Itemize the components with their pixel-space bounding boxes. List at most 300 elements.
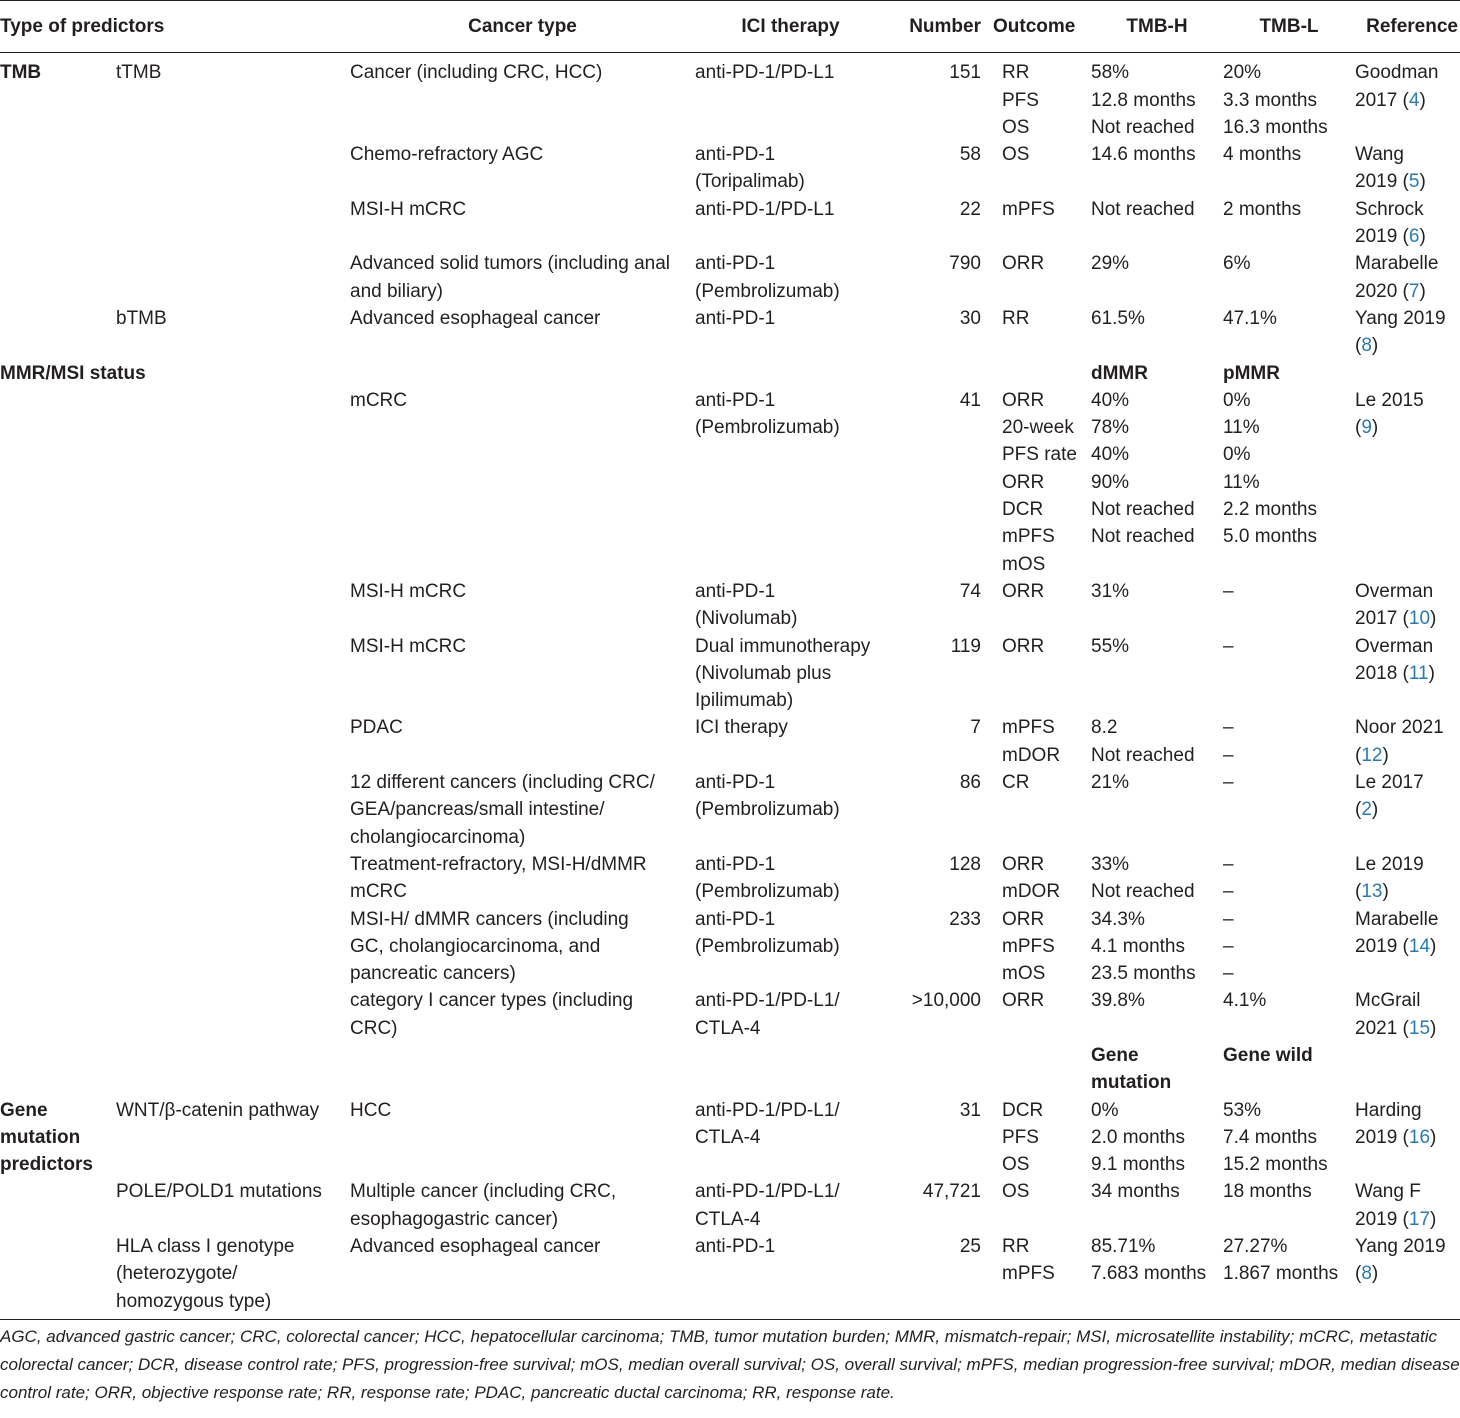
predictor-cell: WNT/β-catenin pathway [116,1099,320,1121]
therapy-line: CTLA-4 [695,1017,761,1039]
outcome-value: mDOR [1002,881,1061,903]
outcome-value: mOS [1002,553,1046,575]
table-row [0,196,1460,251]
reference-cell [1355,53,1460,141]
cancer-type-line: pancreatic cancers) [350,963,516,985]
cancer-type-line: Chemo-refractory AGC [350,144,544,166]
table-row [0,141,1460,196]
outcome-cell [988,1233,1091,1315]
predictor-cell [116,714,350,769]
therapy-cell [695,305,886,360]
predictor-cell [116,851,350,906]
therapy-line: (Pembrolizumab) [695,799,840,821]
table-row [0,387,1460,578]
therapy-line: anti-PD-1/PD-L1 [695,62,835,84]
high-value: 12.8 months [1091,89,1196,111]
outcome-cell [988,714,1091,769]
therapy-cell [695,769,886,851]
high-value: Not reached [1091,744,1195,766]
reference-cell [1355,633,1460,715]
cancer-type-line: MSI-H mCRC [350,198,467,220]
high-value: 4.1 months [1091,935,1185,957]
low-value: 3.3 months [1223,89,1317,111]
reference-number[interactable]: 17 [1408,1208,1431,1230]
reference-year-line: 2019 (17) [1355,1208,1437,1230]
cancer-type-cell [350,769,695,851]
empty-cell [886,1042,988,1097]
reference-number[interactable]: 13 [1361,881,1383,903]
outcome-value: RR [1002,1236,1030,1258]
outcome-value: ORR [1002,253,1045,275]
reference-year: 2019 [1355,1208,1398,1230]
high-value: 39.8% [1091,990,1145,1012]
reference-number[interactable]: 11 [1408,662,1429,684]
low-cell [1223,141,1355,196]
section-label [0,250,116,305]
therapy-line: anti-PD-1/PD-L1/ [695,990,840,1012]
number-cell: 119 [950,635,981,657]
reference-author: Marabelle [1355,253,1439,275]
low-value: – [1223,717,1234,739]
reference-author: Overman [1355,580,1434,602]
section-label [0,714,116,769]
cancer-type-cell [350,1178,695,1233]
high-cell [1091,1233,1223,1315]
therapy-line: anti-PD-1 [695,144,776,166]
therapy-cell [695,987,886,1042]
reference-year-line: 2018 (11) [1355,662,1435,684]
table-row [0,1097,1460,1179]
low-value: – [1223,935,1234,957]
high-cell [1091,53,1223,141]
reference-year: 2017 [1355,89,1398,111]
low-cell [1223,769,1355,851]
table-row [0,851,1460,906]
reference-number[interactable]: 8 [1361,335,1372,357]
high-value: 8.2 [1091,717,1118,739]
reference-year: 2019 [1355,935,1398,957]
reference-number[interactable]: 15 [1408,1017,1431,1039]
low-value: 11% [1223,471,1260,493]
low-cell [1223,387,1355,578]
outcome-value: DCR [1002,499,1044,521]
predictor-cell [116,196,350,251]
cancer-type-cell [350,987,695,1042]
outcome-value: RR [1002,62,1030,84]
cancer-type-cell [350,1233,695,1315]
section-label [0,906,116,988]
number-cell: 22 [959,198,981,220]
cancer-type-line: MSI-H mCRC [350,635,467,657]
high-cell [1091,851,1223,906]
section-label [0,196,116,251]
high-value: 2.0 months [1091,1126,1185,1148]
outcome-value: PFS rate [1002,444,1077,466]
therapy-cell [695,196,886,251]
low-value: – [1223,853,1234,875]
therapy-line: anti-PD-1 [695,307,776,329]
reference-year: 2019 [1355,1126,1398,1148]
high-cell [1091,906,1223,988]
reference-author: Le 2017 [1355,772,1424,794]
reference-cell [1355,769,1460,851]
outcome-value: ORR [1002,471,1045,493]
reference-year-line: (8) [1355,1263,1379,1285]
cancer-type-line: Advanced solid tumors (including anal [350,253,671,275]
low-value: 5.0 months [1223,526,1317,548]
reference-number[interactable]: 2 [1361,799,1372,821]
cancer-type-line: MSI-H mCRC [350,580,467,602]
cancer-type-line: GEA/pancreas/small intestine/ [350,799,605,821]
cancer-type-line: PDAC [350,717,403,739]
therapy-cell [695,1178,886,1233]
number-cell: >10,000 [911,990,981,1012]
number-cell: 58 [959,144,981,166]
table-row [0,53,1460,141]
low-value: – [1223,881,1234,903]
reference-author: Wang F [1355,1181,1421,1203]
cancer-type-cell [350,1097,695,1179]
reference-cell [1355,578,1460,633]
outcome-value: DCR [1002,1099,1044,1121]
low-cell [1223,906,1355,988]
section-label [0,1233,116,1315]
high-value: 85.71% [1091,1236,1156,1258]
reference-cell [1355,851,1460,906]
cancer-type-cell [350,250,695,305]
reference-cell [1355,196,1460,251]
therapy-line: (Pembrolizumab) [695,881,840,903]
high-value: 33% [1091,853,1130,875]
outcome-value: OS [1002,1154,1030,1176]
outcome-value: mPFS [1002,717,1055,739]
reference-cell [1355,1097,1460,1179]
predictor-cell: POLE/POLD1 mutations [116,1181,322,1203]
section-label [0,305,116,360]
low-value: 18 months [1223,1181,1312,1203]
low-value: 47.1% [1223,307,1277,329]
reference-year-line: 2017 (10) [1355,608,1437,630]
outcome-value: mPFS [1002,198,1055,220]
empty-cell [350,1042,695,1097]
low-cell [1223,250,1355,305]
outcome-value: mPFS [1002,526,1055,548]
high-cell [1091,633,1223,715]
high-cell [1091,196,1223,251]
cancer-type-line: Advanced esophageal cancer [350,307,601,329]
high-value: Not reached [1091,881,1195,903]
high-value: 40% [1091,389,1130,411]
high-value: 23.5 months [1091,963,1196,985]
outcome-cell [988,578,1091,633]
cancer-type-cell [350,141,695,196]
high-value: 9.1 months [1091,1154,1185,1176]
table-row [0,714,1460,769]
header-number: Number [886,1,988,53]
high-value: Not reached [1091,116,1195,138]
reference-number[interactable]: 14 [1408,935,1431,957]
outcome-value: mPFS [1002,935,1055,957]
table-row [0,1233,1460,1315]
cancer-type-line: Treatment-refractory, MSI-H/dMMR [350,853,647,875]
high-cell [1091,141,1223,196]
reference-year: 2019 [1355,226,1398,248]
reference-cell [1355,987,1460,1042]
cancer-type-line: GC, cholangiocarcinoma, and [350,935,601,957]
section-label [0,633,116,715]
reference-number[interactable]: 5 [1408,171,1420,193]
therapy-line: anti-PD-1 [695,853,776,875]
high-value: Not reached [1091,526,1195,548]
predictor-cell: HLA class I genotype (heterozygote/ homozygous type) [116,1236,295,1312]
predictor-cell [116,250,350,305]
table-row [0,769,1460,851]
high-value: 34 months [1091,1181,1180,1203]
low-cell [1223,987,1355,1042]
therapy-line: anti-PD-1/PD-L1 [695,198,835,220]
therapy-line: CTLA-4 [695,1126,761,1148]
therapy-cell [695,578,886,633]
low-value: – [1223,744,1234,766]
reference-year-line: (13) [1355,881,1389,903]
cancer-type-cell [350,851,695,906]
cancer-type-line: esophagogastric cancer) [350,1208,559,1230]
outcome-cell [988,987,1091,1042]
therapy-line: (Pembrolizumab) [695,417,840,439]
reference-year-line: 2017 (4) [1355,89,1426,111]
reference-author: Goodman [1355,62,1439,84]
reference-year-line: 2020 (7) [1355,280,1426,302]
number-cell: 25 [959,1236,981,1258]
empty-cell [695,360,886,387]
reference-cell [1355,141,1460,196]
high-value: Not reached [1091,198,1195,220]
reference-cell [1355,387,1460,578]
predictor-cell: tTMB [116,62,162,84]
reference-year-line: (8) [1355,335,1379,357]
empty-cell [988,1042,1091,1097]
low-value: 7.4 months [1223,1126,1317,1148]
outcome-value: ORR [1002,990,1045,1012]
empty-cell [695,1042,886,1097]
high-cell [1091,1097,1223,1179]
predictor-cell [116,141,350,196]
cancer-type-line: Advanced esophageal cancer [350,1236,601,1258]
low-value: 4.1% [1223,990,1267,1012]
low-cell [1223,1233,1355,1315]
reference-year: 2017 [1355,608,1398,630]
therapy-cell [695,906,886,988]
reference-author: Yang 2019 [1355,1236,1446,1258]
high-value: 40% [1091,444,1130,466]
cancer-type-line: CRC) [350,1017,398,1039]
table-body [0,53,1460,1315]
high-cell [1091,1178,1223,1233]
reference-year-line: 2019 (14) [1355,935,1437,957]
low-value: 0% [1223,389,1251,411]
therapy-line: (Pembrolizumab) [695,280,840,302]
outcome-cell [988,1178,1091,1233]
low-cell [1223,578,1355,633]
outcome-value: ORR [1002,635,1045,657]
therapy-cell [695,714,886,769]
low-value: 27.27% [1223,1236,1288,1258]
reference-number[interactable]: 16 [1408,1126,1431,1148]
section-label [0,769,116,851]
high-value: 29% [1091,253,1130,275]
therapy-line: anti-PD-1/PD-L1/ [695,1099,840,1121]
outcome-value: ORR [1002,908,1045,930]
therapy-line: CTLA-4 [695,1208,761,1230]
header-outcome: Outcome [988,1,1091,53]
reference-year: 2021 [1355,1017,1398,1039]
cancer-type-line: Cancer (including CRC, HCC) [350,62,603,84]
reference-author: Le 2019 [1355,853,1424,875]
predictor-cell [116,578,350,633]
reference-number[interactable]: 9 [1361,417,1372,439]
outcome-cell [988,851,1091,906]
number-cell: 41 [959,389,981,411]
outcome-value: ORR [1002,853,1045,875]
therapy-line: anti-PD-1 [695,772,776,794]
header-reference: Reference [1355,1,1460,53]
reference-number[interactable]: 8 [1361,1263,1372,1285]
outcome-value: OS [1002,1181,1030,1203]
high-cell [1091,250,1223,305]
reference-year: 2018 [1355,662,1398,684]
therapy-cell [695,387,886,578]
number-cell: 790 [949,253,981,275]
outcome-value: 20-week [1002,417,1074,439]
low-value: 2.2 months [1223,499,1317,521]
high-value: 34.3% [1091,908,1145,930]
high-value: 0% [1091,1099,1119,1121]
reference-number[interactable]: 7 [1408,280,1420,302]
reference-year-line: (2) [1355,799,1379,821]
high-cell [1091,578,1223,633]
therapy-line: anti-PD-1 [695,580,776,602]
high-value: 14.6 months [1091,144,1196,166]
table-row [0,1178,1460,1233]
outcome-cell [988,387,1091,578]
predictor-cell [116,987,350,1042]
low-value: 4 months [1223,144,1302,166]
section-label: Gene mutation predictors [0,1099,93,1176]
section-label [0,851,116,906]
reference-author: Noor 2021 [1355,717,1444,739]
therapy-line: Dual immunotherapy [695,635,871,657]
cancer-type-line: HCC [350,1099,392,1121]
low-value: 15.2 months [1223,1154,1328,1176]
high-cell [1091,305,1223,360]
low-cell [1223,196,1355,251]
cancer-type-line: mCRC [350,881,407,903]
cancer-type-line: mCRC [350,389,407,411]
cancer-type-line: Multiple cancer (including CRC, [350,1181,617,1203]
section-label [0,1178,116,1233]
reference-author: Wang [1355,144,1404,166]
cancer-type-cell [350,578,695,633]
empty-cell [1355,360,1460,387]
reference-cell [1355,1178,1460,1233]
high-value: 31% [1091,580,1130,602]
therapy-cell [695,851,886,906]
reference-number[interactable]: 10 [1408,608,1431,630]
low-cell [1223,305,1355,360]
low-value: 2 months [1223,198,1302,220]
outcome-cell [988,141,1091,196]
cancer-type-cell [350,387,695,578]
outcome-cell [988,305,1091,360]
reference-cell [1355,906,1460,988]
outcome-value: OS [1002,144,1030,166]
high-value: 21% [1091,772,1130,794]
subheader-high: dMMR [1091,362,1148,384]
reference-author: Overman [1355,635,1434,657]
outcome-cell [988,1097,1091,1179]
reference-number[interactable]: 12 [1361,744,1383,766]
number-cell: 151 [949,62,981,84]
cancer-type-cell [350,305,695,360]
outcome-cell [988,196,1091,251]
therapy-line: Ipilimumab) [695,690,794,712]
high-value: 90% [1091,471,1130,493]
reference-number[interactable]: 6 [1408,226,1420,248]
high-value: 78% [1091,417,1130,439]
reference-author: Le 2015 [1355,389,1424,411]
high-cell [1091,769,1223,851]
number-cell: 47,721 [922,1181,981,1203]
reference-year: 2019 [1355,171,1398,193]
reference-cell [1355,1233,1460,1315]
outcome-value: OS [1002,116,1030,138]
outcome-cell [988,633,1091,715]
low-value: 20% [1223,62,1262,84]
reference-cell [1355,714,1460,769]
outcome-cell [988,906,1091,988]
high-value: Not reached [1091,499,1195,521]
cancer-type-line: cholangiocarcinoma) [350,826,526,848]
low-value: 0% [1223,444,1251,466]
high-cell [1091,387,1223,578]
reference-year-line: 2019 (6) [1355,226,1426,248]
low-value: – [1223,635,1234,657]
reference-year-line: (12) [1355,744,1389,766]
reference-number[interactable]: 4 [1408,89,1420,111]
reference-author: Yang 2019 [1355,307,1446,329]
therapy-line: anti-PD-1 [695,389,776,411]
outcome-cell [988,53,1091,141]
low-value: 1.867 months [1223,1263,1339,1285]
subheader-low: Gene wild [1223,1044,1313,1066]
high-value: 58% [1091,62,1130,84]
reference-author: Harding [1355,1099,1422,1121]
empty-cell [988,360,1091,387]
header-type-of-predictors: Type of predictors [0,1,350,53]
therapy-line: (Nivolumab plus [695,662,832,684]
number-cell: 74 [959,580,981,602]
low-value: 6% [1223,253,1251,275]
section-label [0,578,116,633]
outcome-cell [988,769,1091,851]
therapy-line: anti-PD-1/PD-L1/ [695,1181,840,1203]
cancer-type-cell [350,906,695,988]
therapy-line: anti-PD-1 [695,253,776,275]
outcome-value: mOS [1002,963,1046,985]
predictor-cell [116,633,350,715]
high-cell [1091,987,1223,1042]
therapy-cell [695,141,886,196]
